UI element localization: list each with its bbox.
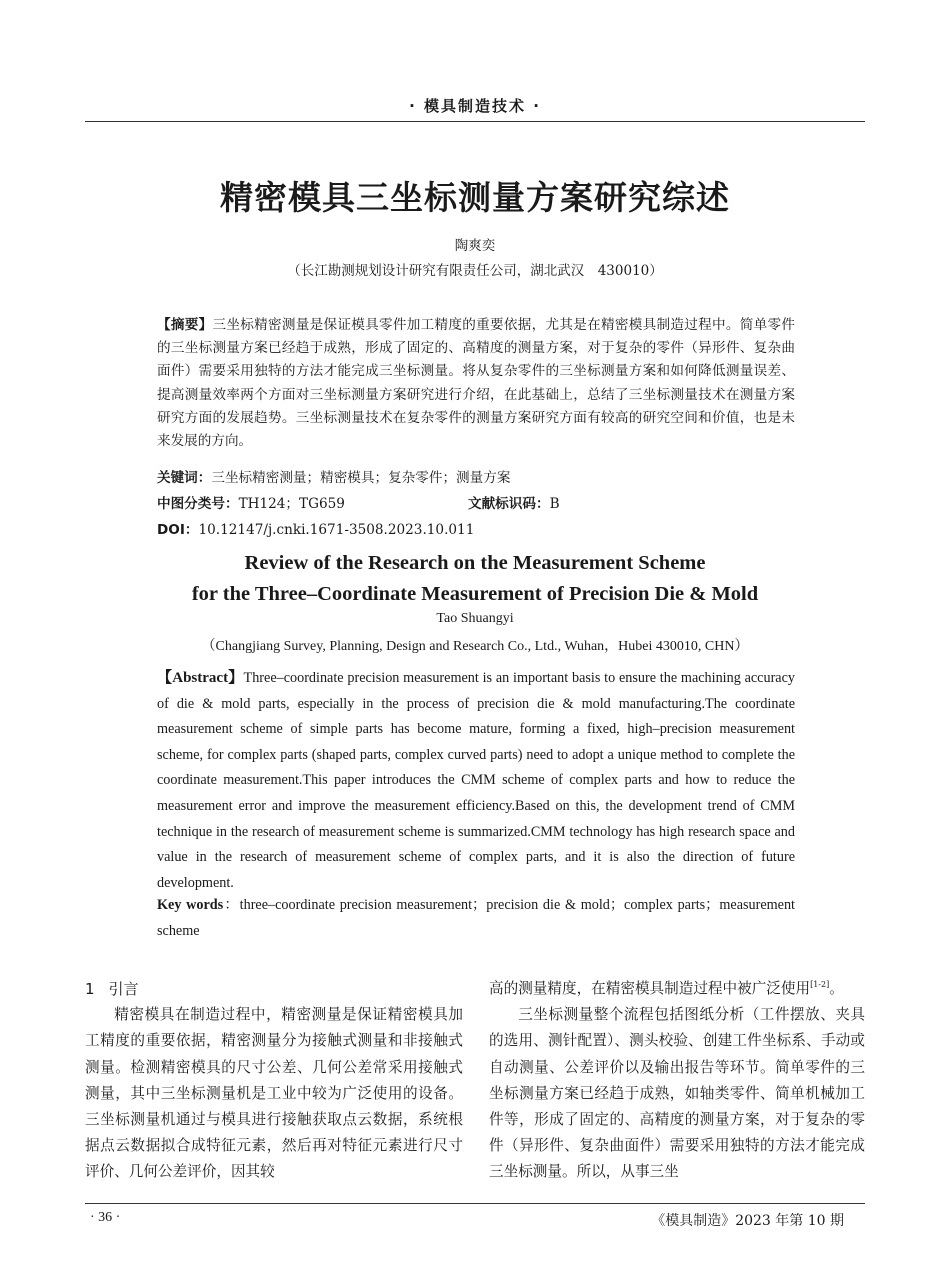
- document-code-line: [468, 492, 560, 512]
- doi-line: [157, 518, 474, 538]
- title-cn: 精密模具三坐标测量方案研究综述: [220, 178, 730, 217]
- abstract-cn-text: 三坐标精密测量是保证模具零件加工精度的重要依据，尤其是在精密模具制造过程中。简单零件的三坐标测量方案已经趋于成熟，形成了固定的、高精度的测量方案，对于复杂的零件（异形件、复杂曲面件）需要采用独特的方法才能完成三坐标测量。将从复杂零件的三坐标测量方案和如何降低测量误差、提高测量效率两个方面对三坐标测量方案研究进行介绍，在此基础上，总结了三坐标测量技术在测量方案研究方面的发展趋势。三坐标测量技术在复杂零件的测量方案研究方面有较高的研究空间和价值，也是未来发展的方向。: [157, 317, 796, 450]
- affiliation-en: （Changjiang Survey, Planning, Design and Research Co., Ltd., Wuhan，Hubei 430010, CHN）: [201, 639, 749, 654]
- continued-text-end: 。: [829, 980, 844, 997]
- keywords-cn: [157, 466, 510, 486]
- body-paragraph: 精密模具在制造过程中，精密测量是保证精密模具加工精度的重要依据，精密测量分为接触式测量和非接触式测量。检测精密模具的尺寸公差、几何公差常采用接触式测量，其中三坐标测量机是工业中较为广泛使用的设备。三坐标测量机通过与模具进行接触获取点云数据，系统根据点云数据拟合成特征元素，然后再对特征元素进行尺寸评价、几何公差评价，因其较: [85, 1006, 463, 1181]
- clc-label: 中图分类号：: [157, 496, 239, 512]
- doc-code-value: B: [549, 496, 560, 512]
- abstract-en: [157, 666, 795, 896]
- author-en: Tao Shuangyi: [436, 611, 514, 626]
- footer-rule: [85, 1203, 865, 1204]
- clc-value: TH124；TG659: [238, 496, 345, 512]
- title-en-line1: Review of the Research on the Measurement Scheme: [244, 552, 706, 574]
- title-en: [0, 548, 950, 610]
- doi-label: DOI：: [157, 522, 199, 538]
- citation-ref[interactable]: [1-2]: [810, 980, 830, 990]
- running-header: · 模具制造技术 ·: [409, 97, 541, 115]
- body-paragraph-continued: [489, 976, 865, 1002]
- author-cn: 陶爽奕: [454, 238, 496, 254]
- keywords-cn-label: 关键词：: [157, 470, 212, 486]
- doi-value: 10.12147/j.cnki.1671-3508.2023.10.011: [198, 522, 475, 538]
- doc-code-label: 文献标识码：: [468, 496, 550, 512]
- journal-issue: 《模具制造》2023 年第 10 期: [651, 1213, 844, 1229]
- page-number: · 36 ·: [90, 1210, 121, 1225]
- abstract-cn: [157, 314, 795, 453]
- body-column-right: [489, 976, 865, 1186]
- keywords-en-label: Key words: [157, 897, 224, 913]
- affiliation-cn: （长江勘测规划设计研究有限责任公司，湖北武汉 430010）: [287, 263, 663, 279]
- section-heading: [85, 976, 463, 1002]
- body-paragraph: 三坐标测量整个流程包括图纸分析（工件摆放、夹具的选用、测针配置）、测头校验、创建工件坐标系、手动或自动测量、公差评价以及输出报告等环节。简单零件的三坐标测量方案已经趋于成熟，如轴类零件、简单机械加工件等，形成了固定的、高精度的测量方案，对于复杂的零件（异形件、复杂曲面件）需要采用独特的方法才能完成三坐标测量。所以，从事三坐: [489, 1006, 865, 1181]
- abstract-cn-label: 【摘要】: [157, 317, 213, 333]
- abstract-en-text: Three–coordinate precision measurement is an important basis to ensure the machining accuracy of die & mold parts, especially in the process of precision die & mold manufacturing.The coordinate measurement scheme of simple parts has become mature, forming a fixed, high–precision measurement scheme, for complex parts (shaped parts, complex curved parts) need to adopt a unique method to complete the coordinate measurement.This paper introduces the CMM scheme of complex parts and how to reduce the measurement error and improve the measurement efficiency.Based on this, the development trend of CMM technique in the research of measurement scheme is summarized.CMM technology has high research space and value in the research of measurement scheme of complex parts, and it is also the direction of future development.: [157, 670, 795, 891]
- continued-text: 高的测量精度，在精密模具制造过程中被广泛使用: [489, 980, 811, 997]
- body-column-left: [85, 976, 463, 1186]
- abstract-en-label: 【Abstract】: [157, 670, 244, 686]
- title-en-line2: for the Three–Coordinate Measurement of Precision Die & Mold: [191, 583, 759, 605]
- classification-line: [157, 492, 345, 512]
- section-number: 1: [85, 980, 95, 998]
- keywords-en: [157, 893, 795, 944]
- keywords-cn-text: 三坐标精密测量；精密模具；复杂零件；测量方案: [211, 470, 511, 486]
- keywords-en-text: ：three–coordinate precision measurement；precision die & mold；complex parts；measurement scheme: [157, 897, 795, 939]
- section-title: 引言: [108, 980, 139, 998]
- header-rule: [85, 121, 865, 122]
